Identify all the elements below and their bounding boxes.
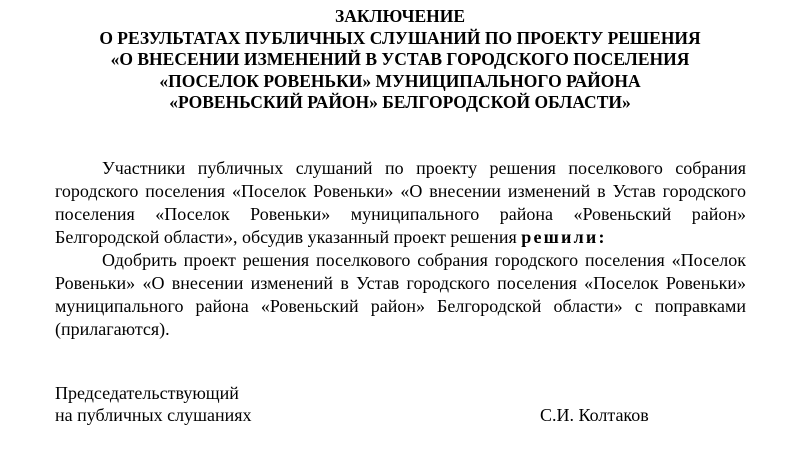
document-heading: [40, 6, 760, 114]
signature-title-line-1: Председательствующий: [55, 383, 239, 403]
signer-name: С.И. Колтаков: [540, 405, 649, 425]
paragraph-participants: [55, 157, 746, 249]
heading-line-3: «О ВНЕСЕНИИ ИЗМЕНЕНИЙ В УСТАВ ГОРОДСКОГО ПОСЕЛЕНИЯ: [110, 49, 690, 69]
signature-title-line-2: на публичных слушаниях: [55, 405, 252, 425]
decision-word: решили:: [521, 227, 607, 247]
heading-line-4: «ПОСЕЛОК РОВЕНЬКИ» МУНИЦИПАЛЬНОГО РАЙОНА: [159, 70, 641, 91]
heading-line-2: О РЕЗУЛЬТАТАХ ПУБЛИЧНЫХ СЛУШАНИЙ ПО ПРОЕКТУ РЕШЕНИЯ: [99, 27, 701, 48]
document-body: [55, 157, 746, 341]
paragraph-participants-text: Участники публичных слушаний по проекту решения поселкового собрания городского поселения «Поселок Ровеньки» «О внесении изменений в Устав городского поселения «Поселок Ровеньки» муниципального района «Ровеньский район» Белгородской области», обсудив указанный проект решения: [55, 158, 746, 247]
paragraph-decision: Одобрить проект решения поселкового собрания городского поселения «Поселок Ровеньки» «О внесении изменений в Устав городского поселения «Поселок Ровеньки» муниципального района «Ровеньский район» Белгородской области» с поправками (прилагаются).: [55, 250, 746, 339]
heading-title: ЗАКЛЮЧЕНИЕ: [334, 6, 466, 26]
signature-block: [55, 382, 252, 426]
heading-line-5: «РОВЕНЬСКИЙ РАЙОН» БЕЛГОРОДСКОЙ ОБЛАСТИ»: [169, 92, 631, 112]
